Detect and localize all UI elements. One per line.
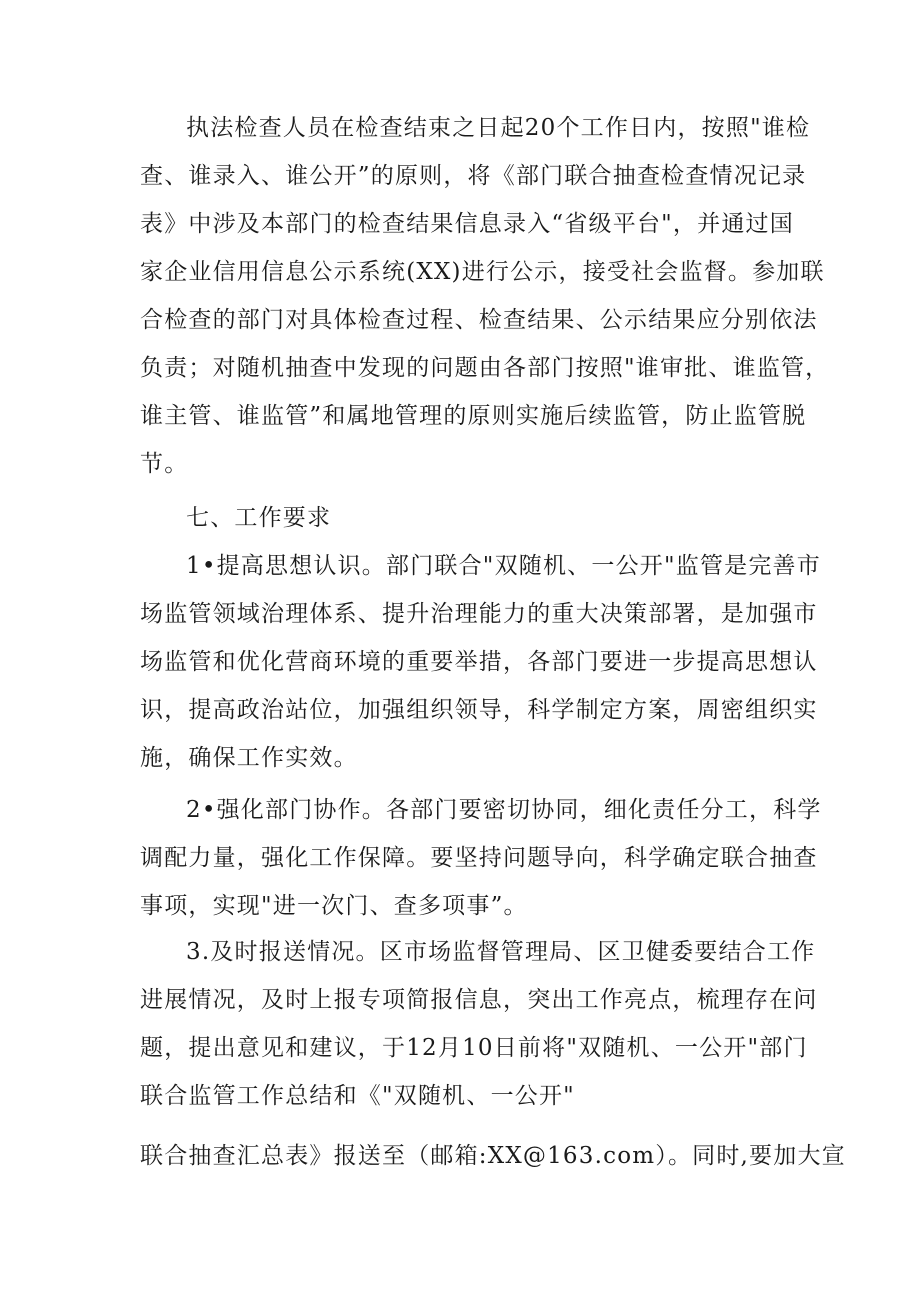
paragraph-line: 谁主管、谁监管”和属地管理的原则实施后续监管，防止监管脱 bbox=[140, 403, 807, 429]
item-timely-reporting bbox=[140, 928, 846, 1180]
paragraph-line: 家企业信用信息公示系统(XX)进行公示，接受社会监督。参加联 bbox=[140, 259, 825, 285]
paragraph-line: 联合抽查汇总表》报送至（邮箱:XX@163.com）。同时,要加大宣 bbox=[140, 1143, 846, 1169]
paragraph-line: 施，确保工作实效。 bbox=[140, 745, 358, 771]
paragraph-line: 3.及时报送情况。区市场监督管理局、区卫健委要结合工作 bbox=[186, 939, 816, 965]
paragraph-line: 负责；对随机抽查中发现的问题由各部门按照"谁审批、谁监管， bbox=[140, 355, 830, 381]
paragraph-line: 查、谁录入、谁公开”的原则，将《部门联合抽查检查情况记录 bbox=[140, 163, 807, 189]
section-heading: 七、工作要求 bbox=[186, 505, 332, 531]
paragraph-line: 2•强化部门协作。各部门要密切协同，细化责任分工，科学 bbox=[186, 797, 822, 823]
paragraph-line: 进展情况，及时上报专项简报信息，突出工作亮点，梳理存在问 bbox=[140, 987, 818, 1013]
paragraph-line: 联合监管工作总结和《"双随机、一公开" bbox=[140, 1083, 575, 1109]
paragraph-line: 调配力量，强化工作保障。要坚持问题导向，科学确定联合抽查 bbox=[140, 845, 818, 871]
paragraph-line: 场监管领域治理体系、提升治理能力的重大决策部署，是加强市 bbox=[140, 601, 818, 627]
paragraph-line: 1•提高思想认识。部门联合"双随机、一公开"监管是完善市 bbox=[186, 553, 821, 579]
paragraph-line: 表》中涉及本部门的检查结果信息录入“省级平台"，并通过国 bbox=[140, 211, 794, 237]
paragraph-line: 节。 bbox=[140, 451, 189, 477]
paragraph-line: 识，提高政治站位，加强组织领导，科学制定方案，周密组织实 bbox=[140, 697, 818, 723]
paragraph-line: 事项，实现"进一次门、查多项事”。 bbox=[140, 893, 528, 919]
item-department-coordination bbox=[140, 786, 822, 930]
section-heading-block bbox=[140, 494, 800, 542]
item-raise-awareness bbox=[140, 542, 821, 782]
paragraph-line: 场监管和优化营商环境的重要举措，各部门要进一步提高思想认 bbox=[140, 649, 818, 675]
paragraph-line: 题，提出意见和建议，于12月10日前将"双随机、一公开"部门 bbox=[140, 1035, 808, 1061]
paragraph-line: 合检查的部门对具体检查过程、检查结果、公示结果应分别依法 bbox=[140, 307, 818, 333]
paragraph-line: 执法检查人员在检查结束之日起20个工作日内，按照"谁检 bbox=[186, 115, 811, 141]
paragraph-follow-up-supervision bbox=[140, 104, 830, 488]
